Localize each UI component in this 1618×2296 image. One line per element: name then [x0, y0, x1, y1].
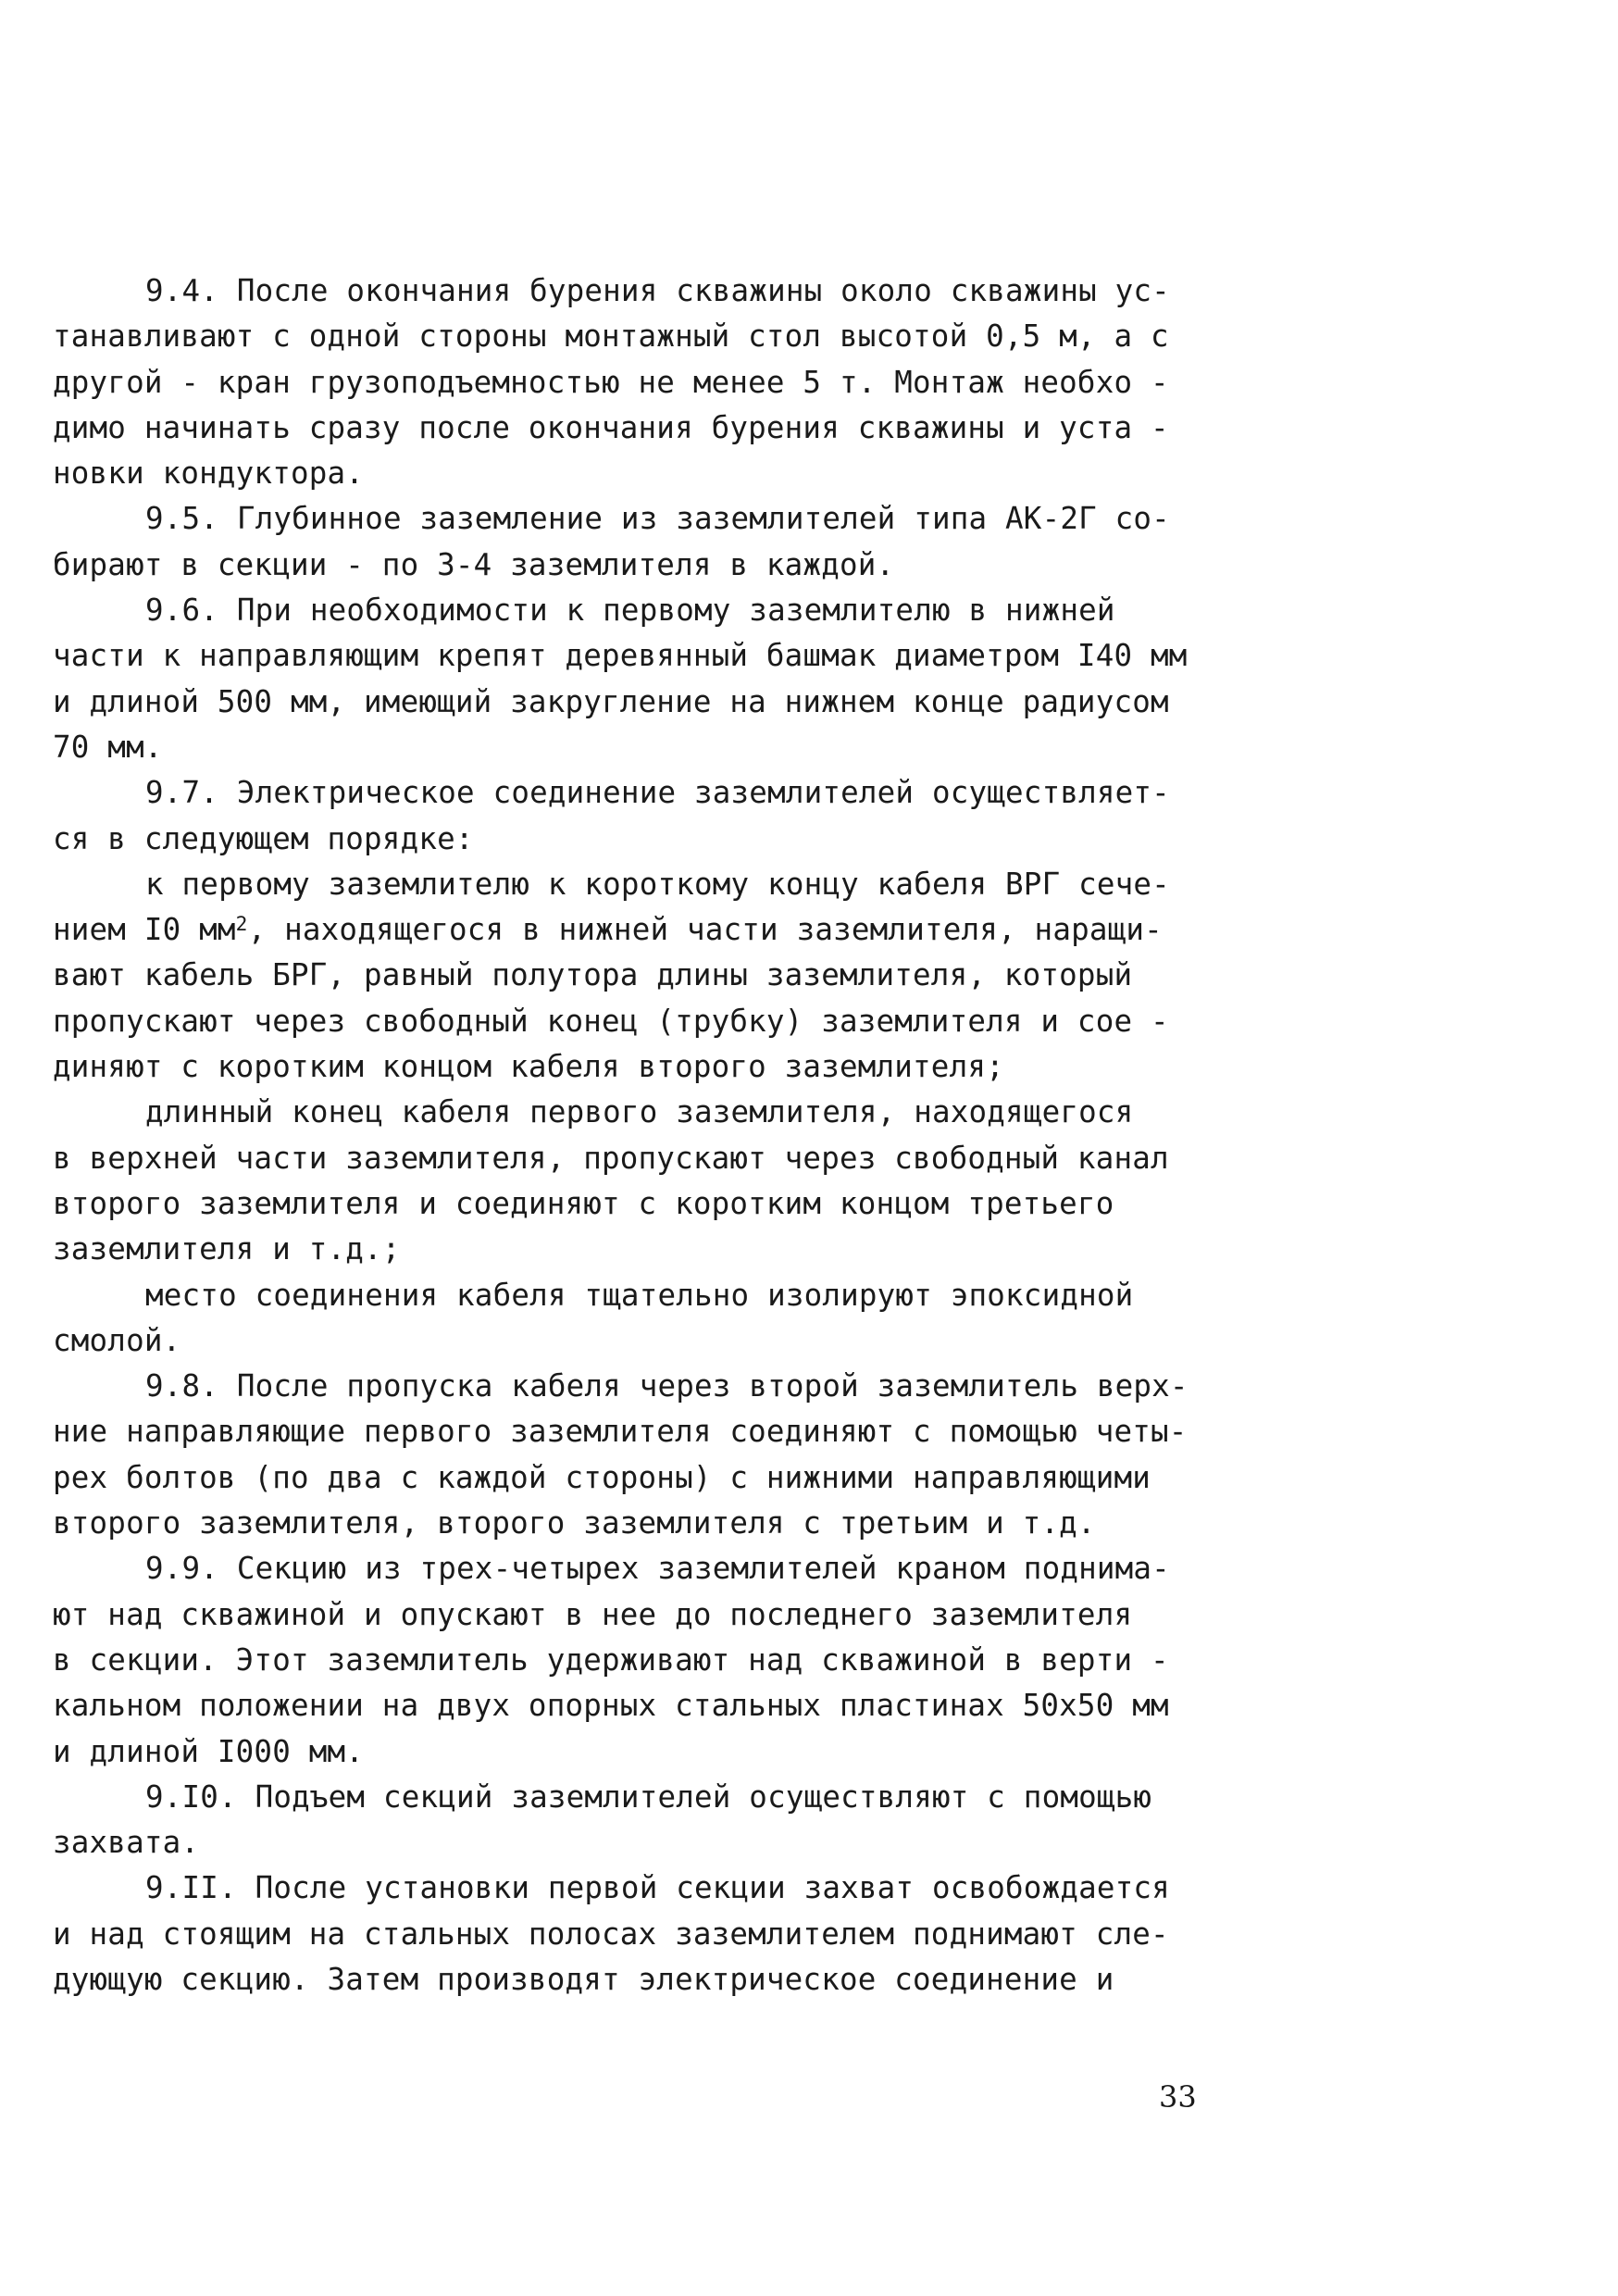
text-line-content: захвата.	[53, 1825, 200, 1861]
text-line	[53, 633, 1228, 679]
superscript: 2	[235, 911, 248, 935]
text-line	[53, 1409, 1228, 1454]
text-line	[53, 1729, 1228, 1775]
text-line-content: 9.4. После окончания бурения скважины около скважины ус-	[145, 273, 1170, 308]
text-line	[53, 1455, 1228, 1501]
text-line-content: 9.5. Глубинное заземление из заземлителей типа АК-2Г со-	[145, 501, 1170, 537]
text-line	[53, 1592, 1228, 1638]
text-line	[53, 1044, 1228, 1090]
text-line-content: и длиной 500 мм, имеющий закругление на нижнем конце радиусом	[53, 683, 1169, 719]
text-line	[53, 725, 1228, 770]
text-line-content: 70 мм.	[53, 729, 163, 765]
text-line	[53, 1638, 1228, 1683]
text-line	[53, 1318, 1228, 1364]
text-line-content: к первому заземлителю к короткому концу кабеля ВРГ сече-	[145, 866, 1170, 902]
text-line-content: части к направляющим крепят деревянный башмак диаметром I40 мм	[53, 638, 1188, 674]
text-line	[53, 1273, 1228, 1318]
text-line-content: 9.9. Секцию из трех-четырех заземлителей краном поднима-	[145, 1551, 1170, 1587]
document-body	[53, 268, 1228, 2003]
text-line	[53, 907, 1228, 953]
text-line-content: рех болтов (по два с каждой стороны) с нижними направляющими	[53, 1459, 1151, 1495]
text-line-content: дующую секцию. Затем производят электрическое соединение и	[53, 1961, 1114, 1997]
text-line	[53, 1820, 1228, 1866]
text-line	[53, 451, 1228, 496]
text-line-content: ют над скважиной и опускают в нее до последнего заземлителя	[53, 1596, 1133, 1632]
text-line-content: другой - кран грузоподъемностью не менее 5 т. Монтаж необхо -	[53, 364, 1169, 400]
text-line-content: диняют с коротким концом кабеля второго заземлителя;	[53, 1049, 1004, 1085]
text-line-content: кальном положении на двух опорных стальных пластинах 50х50 мм	[53, 1688, 1169, 1724]
text-line-content: второго заземлителя и соединяют с коротким концом третьего	[53, 1185, 1114, 1221]
text-line-content: заземлителя и т.д.;	[53, 1231, 401, 1267]
text-line-content: в верхней части заземлителя, пропускают через свободный канал	[53, 1140, 1169, 1176]
text-line	[53, 588, 1228, 633]
text-line	[53, 862, 1228, 907]
text-line-content: пропускают через свободный конец (трубку) заземлителя и сое -	[53, 1003, 1169, 1039]
text-line-content: 9.6. При необходимости к первому заземлителю в нижней	[145, 593, 1115, 629]
text-line-content: 9.8. После пропуска кабеля через второй заземлитель верх-	[145, 1368, 1189, 1404]
text-line	[53, 680, 1228, 725]
text-line	[53, 817, 1228, 862]
page-number: 33	[1159, 2079, 1197, 2115]
text-line	[53, 1090, 1228, 1135]
text-line	[53, 268, 1228, 314]
text-line-content: нием I0 мм	[53, 912, 236, 948]
text-line-content: вают кабель БРГ, равный полутора длины заземлителя, который	[53, 957, 1133, 993]
text-line-content: длинный конец кабеля первого заземлителя, находящегося	[145, 1094, 1134, 1130]
text-line-content: 9.II. После установки первой секции захват освобождается	[145, 1870, 1170, 1906]
text-line-content: 9.I0. Подъем секций заземлителей осуществляют с помощью	[145, 1778, 1152, 1815]
text-line	[53, 953, 1228, 998]
text-line-content: второго заземлителя, второго заземлителя с третьим и т.д.	[53, 1505, 1096, 1541]
text-line	[53, 1683, 1228, 1728]
text-line	[53, 770, 1228, 816]
text-line-content: и над стоящим на стальных полосах заземлителем поднимают сле-	[53, 1915, 1169, 1952]
text-line	[53, 314, 1228, 359]
text-line-content: место соединения кабеля тщательно изолируют эпоксидной	[145, 1277, 1134, 1313]
text-line	[53, 1181, 1228, 1227]
text-line	[53, 1501, 1228, 1546]
text-line-content: смолой.	[53, 1322, 181, 1358]
text-line	[53, 543, 1228, 588]
text-line-content: в секции. Этот заземлитель удерживают над скважиной в верти -	[53, 1641, 1169, 1678]
text-line	[53, 1866, 1228, 1911]
text-line	[53, 1136, 1228, 1181]
text-line-content: и длиной I000 мм.	[53, 1733, 365, 1769]
text-line	[53, 1227, 1228, 1272]
text-line-content: димо начинать сразу после окончания бурения скважины и уста -	[53, 409, 1169, 445]
text-line	[53, 1546, 1228, 1591]
text-line-content: танавливают с одной стороны монтажный стол высотой 0,5 м, а с	[53, 318, 1169, 355]
text-line	[53, 406, 1228, 451]
text-line-content: ние направляющие первого заземлителя соединяют с помощью четы-	[53, 1414, 1188, 1450]
text-line-continuation: , находящегося в нижней части заземлителя, наращи-	[247, 912, 1163, 948]
text-line	[53, 1957, 1228, 2003]
text-line-content: ся в следующем порядке:	[53, 820, 474, 856]
text-line-content: 9.7. Электрическое соединение заземлителей осуществляет-	[145, 775, 1170, 811]
text-line	[53, 496, 1228, 542]
text-line	[53, 1912, 1228, 1957]
text-line-content: бирают в секции - по 3-4 заземлителя в каждой.	[53, 546, 895, 582]
text-line-content: новки кондуктора.	[53, 455, 365, 492]
text-line	[53, 1364, 1228, 1409]
text-line	[53, 1775, 1228, 1820]
text-line	[53, 999, 1228, 1044]
text-line	[53, 360, 1228, 406]
